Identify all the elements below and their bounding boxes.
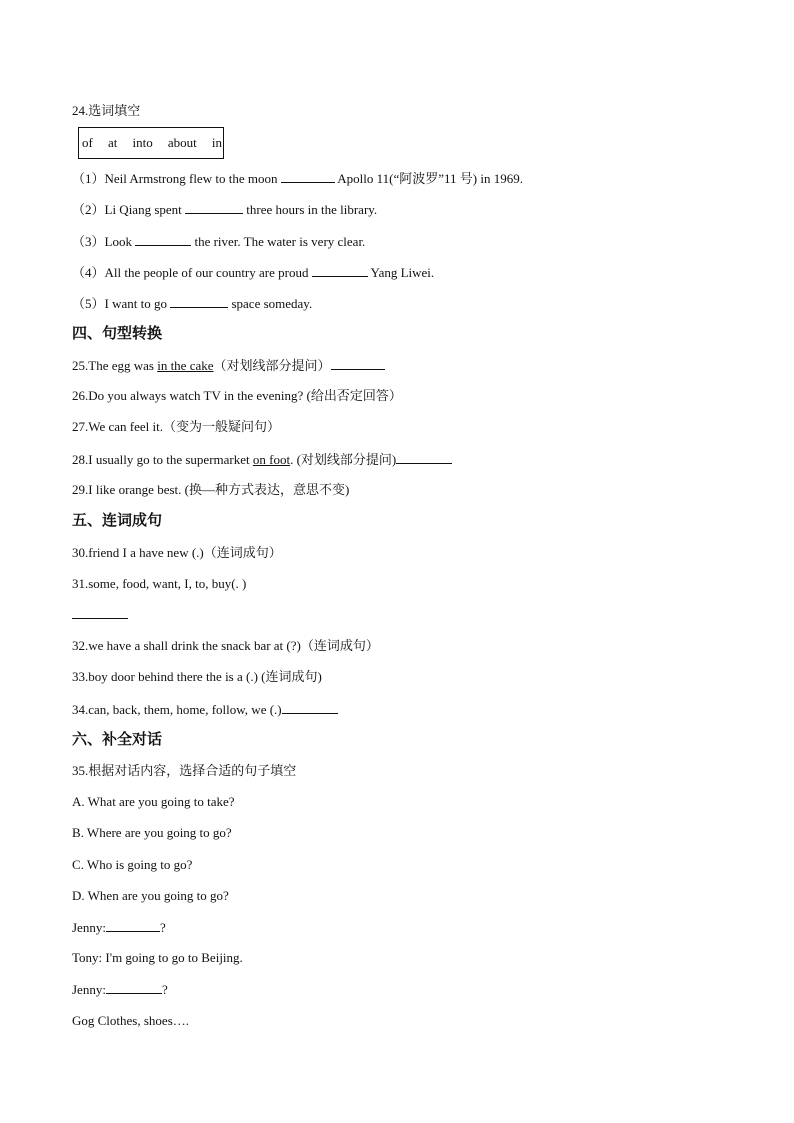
- q24-item-4: （4）All the people of our country are proud Yang Liwei.: [72, 265, 435, 280]
- option-a: A. What are you going to take?: [72, 794, 235, 809]
- answer-blank[interactable]: [281, 170, 335, 183]
- dialogue-line: Gog Clothes, shoes….: [72, 1013, 189, 1028]
- q34: 34.can, back, them, home, follow, we (.): [72, 701, 338, 718]
- q24-title: 24.选词填空: [72, 103, 141, 118]
- section-4-heading: 四、句型转换: [72, 324, 163, 342]
- word-bank-item: at: [107, 135, 118, 150]
- answer-blank[interactable]: [106, 919, 160, 932]
- dialogue-line: Jenny: ?: [72, 982, 168, 997]
- q24-item-1: （1）Neil Armstrong flew to the moon Apollo 11(“阿波罗”11 号) in 1969.: [72, 171, 523, 186]
- q24-item-2: （2）Li Qiang spent three hours in the library.: [72, 202, 378, 217]
- answer-blank[interactable]: [312, 264, 368, 277]
- answer-blank[interactable]: [185, 201, 243, 214]
- answer-blank[interactable]: [170, 295, 228, 308]
- q24-item-3: （3）Look the river. The water is very clear.: [72, 234, 366, 249]
- section-5-heading: 五、连词成句: [72, 511, 163, 529]
- answer-blank[interactable]: [282, 701, 338, 714]
- word-bank-item: of: [82, 135, 93, 150]
- q35: 35.根据对话内容，选择合适的句子填空: [72, 763, 297, 778]
- word-bank: [78, 127, 224, 159]
- answer-blank[interactable]: [396, 451, 452, 464]
- answer-blank[interactable]: [72, 606, 128, 619]
- answer-blank[interactable]: [135, 233, 191, 246]
- dialogue-line: Jenny: ?: [72, 920, 166, 935]
- q29: 29.I like orange best. (换—种方式表达，意思不变): [72, 482, 350, 497]
- q32: 32.we have a shall drink the snack bar at (?)（连词成句）: [72, 638, 379, 653]
- q33: 33.boy door behind there the is a (.) (连词成句): [72, 669, 322, 684]
- q25: 25.The egg was in the cake（对划线部分提问）: [72, 357, 385, 374]
- dialogue-line: Tony: I'm going to go to Beijing.: [72, 950, 243, 965]
- option-c: C. Who is going to go?: [72, 857, 193, 872]
- q31: 31.some, food, want, I, to, buy(. ): [72, 576, 247, 591]
- word-bank-item: about: [167, 135, 197, 150]
- section-6-heading: 六、补全对话: [72, 730, 163, 748]
- answer-blank[interactable]: [331, 357, 385, 370]
- q31-answer-line: [72, 606, 128, 623]
- option-d: D. When are you going to go?: [72, 888, 229, 903]
- word-bank-item: into: [132, 135, 153, 150]
- q27: 27.We can feel it.（变为一般疑问句）: [72, 419, 280, 434]
- q30: 30.friend I a have new (.)（连词成句）: [72, 545, 282, 560]
- q26: 26.Do you always watch TV in the evening? (给出否定回答）: [72, 388, 402, 403]
- answer-blank[interactable]: [106, 981, 162, 994]
- word-bank-item: in: [211, 135, 222, 150]
- q24-item-5: （5）I want to go space someday.: [72, 296, 313, 311]
- q28: 28.I usually go to the supermarket on foot. (对划线部分提问): [72, 451, 452, 468]
- option-b: B. Where are you going to go?: [72, 825, 232, 840]
